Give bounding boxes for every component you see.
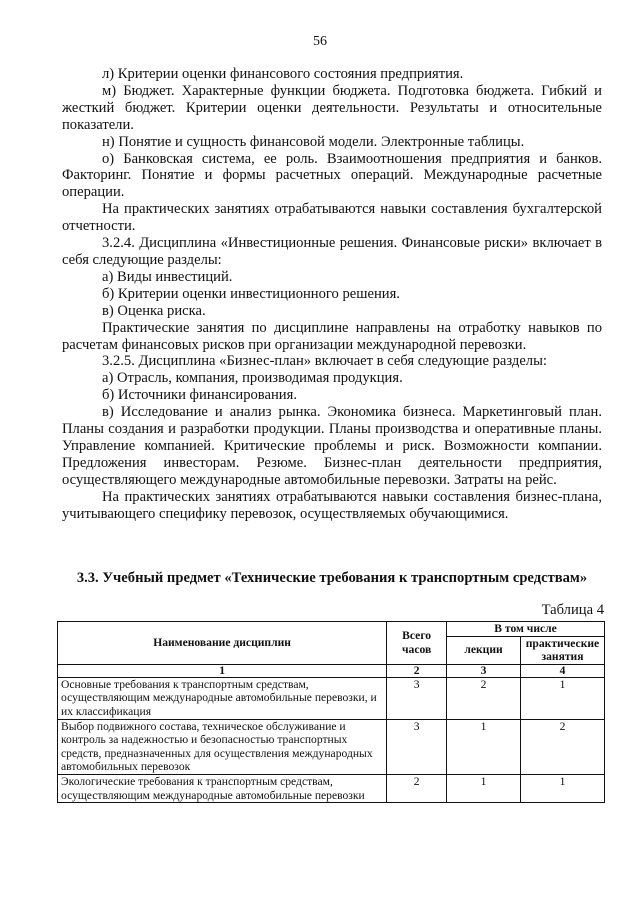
- paragraph: 3.2.4. Дисциплина «Инвестиционные решения. Финансовые риски» включает в себя следующие разделы:: [62, 235, 602, 268]
- header-practical: практические занятия: [520, 636, 604, 664]
- table-row: [58, 774, 605, 802]
- paragraph: На практических занятиях отрабатываются навыки составления бизнес-плана, учитывающего специфику перевозок, осуществляемых обучающимися.: [62, 488, 602, 522]
- total-hours: 3: [387, 719, 447, 774]
- header-lectures: лекции: [447, 636, 521, 664]
- section-heading: 3.3. Учебный предмет «Технические требования к транспортным средствам»: [76, 570, 588, 586]
- practical-hours: 1: [520, 774, 604, 802]
- header-group: В том числе: [447, 622, 605, 637]
- discipline-name: Выбор подвижного состава, техническое обслуживание и контроль за надежностью и безопасностью транспортных средств, предназначенных для осуществления международных автомобильных перевозок: [58, 719, 387, 774]
- paragraph: в) Исследование и анализ рынка. Экономика бизнеса. Маркетинговый план. Планы создания и разработки продукции. Планы производства и оперативные планы. Управление компанией. Критические проблемы и риск. Возможности компании. Предложения инвесторам. Резюме. Бизнес-план деятельности предприятия, осуществляющего международные автомобильные перевозки. Затраты на рейс.: [62, 404, 602, 488]
- header-name: Наименование дисциплин: [58, 622, 387, 665]
- column-number-row: [58, 664, 605, 677]
- body-text: [62, 66, 602, 522]
- paragraph: б) Источники финансирования.: [102, 387, 297, 404]
- paragraph: м) Бюджет. Характерные функции бюджета. Подготовка бюджета. Гибкий и жесткий бюджет. Критерии оценки деятельности. Результаты и относительные показатели.: [62, 82, 602, 133]
- header-total: Всего часов: [387, 622, 447, 665]
- paragraph: б) Критерии оценки инвестиционного решения.: [102, 285, 400, 302]
- paragraph: л) Критерии оценки финансового состояния предприятия.: [102, 66, 464, 82]
- total-hours: 2: [387, 774, 447, 802]
- discipline-name: Экологические требования к транспортным средствам, осуществляющим международные автомобильные перевозки: [58, 774, 387, 802]
- discipline-name: Основные требования к транспортным средствам, осуществляющим международные автомобильные перевозки, и их классификация: [58, 677, 387, 719]
- column-number: 3: [447, 664, 521, 677]
- page-number: 56: [313, 34, 327, 49]
- paragraph: а) Виды инвестиций.: [102, 268, 233, 285]
- table-row: [58, 719, 605, 774]
- lecture-hours: 1: [447, 719, 521, 774]
- paragraph: 3.2.5. Дисциплина «Бизнес-план» включает в себя следующие разделы:: [102, 353, 547, 370]
- column-number: 2: [387, 664, 447, 677]
- paragraph: Практические занятия по дисциплине направлены на отработку навыков по расчетам финансовых рисков при организации международной перевозки.: [62, 319, 602, 353]
- paragraph: в) Оценка риска.: [102, 302, 206, 319]
- disciplines-table: [57, 621, 605, 803]
- paragraph: На практических занятиях отрабатываются навыки составления бухгалтерской отчетности.: [62, 201, 602, 235]
- table-row: [58, 677, 605, 719]
- paragraph: а) Отрасль, компания, производимая продукция.: [102, 370, 403, 387]
- table-caption: Таблица 4: [541, 602, 604, 618]
- practical-hours: 2: [520, 719, 604, 774]
- practical-hours: 1: [520, 677, 604, 719]
- paragraph: о) Банковская система, ее роль. Взаимоотношения предприятия и банков. Факторинг. Понятие и формы расчетных операций. Международные расчетные операции.: [62, 150, 602, 201]
- column-number: 4: [520, 664, 604, 677]
- lecture-hours: 2: [447, 677, 521, 719]
- paragraph: н) Понятие и сущность финансовой модели. Электронные таблицы.: [102, 133, 525, 150]
- total-hours: 3: [387, 677, 447, 719]
- lecture-hours: 1: [447, 774, 521, 802]
- column-number: 1: [58, 664, 387, 677]
